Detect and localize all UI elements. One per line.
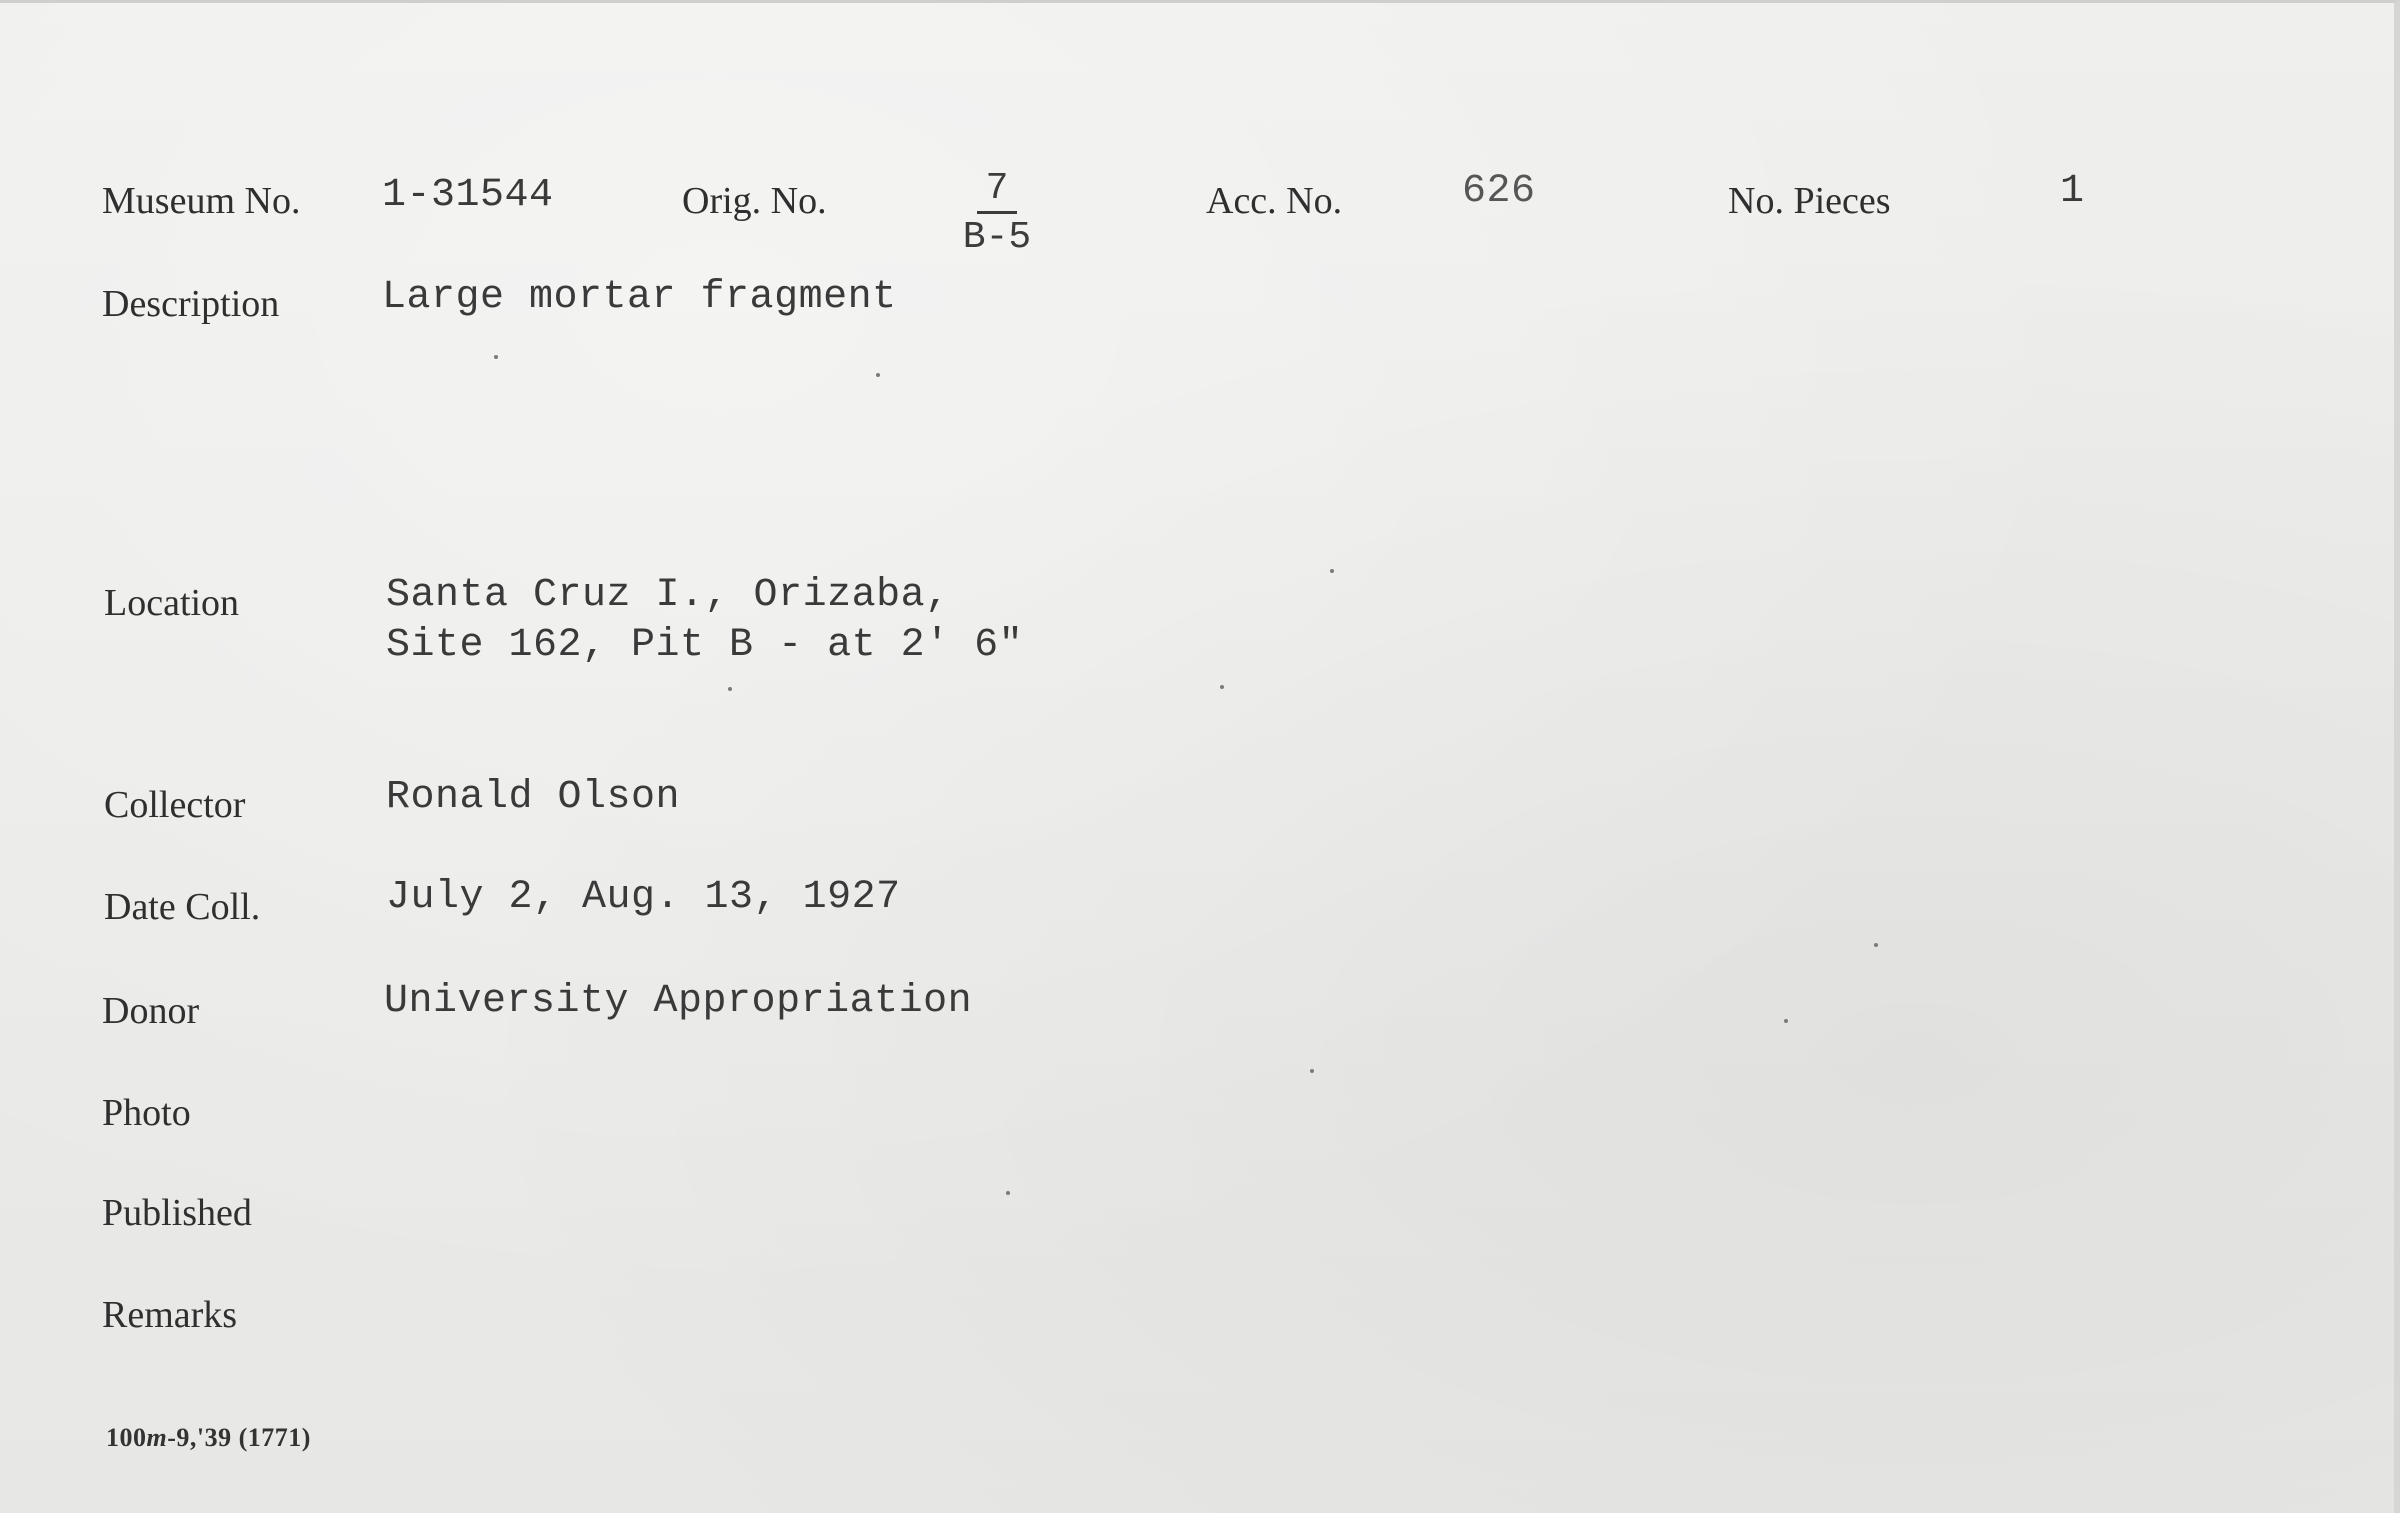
location-line-1: Santa Cruz I., Orizaba, — [386, 573, 950, 618]
no-pieces-label: No. Pieces — [1728, 180, 1891, 222]
published-label: Published — [102, 1192, 252, 1234]
no-pieces-value: 1 — [2060, 169, 2085, 214]
orig-no-label: Orig. No. — [682, 180, 827, 222]
photo-label: Photo — [102, 1092, 191, 1134]
fraction-bar — [977, 211, 1017, 214]
museum-no-value: 1-31544 — [382, 173, 554, 218]
paper-speck — [494, 355, 498, 359]
remarks-label: Remarks — [102, 1294, 238, 1336]
form-code — [106, 1423, 311, 1453]
paper-speck — [728, 687, 732, 691]
paper-speck — [1874, 943, 1878, 947]
paper-speck — [1310, 1069, 1314, 1073]
museum-no-label: Museum No. — [102, 180, 301, 222]
location-line-2: Site 162, Pit B - at 2' 6" — [386, 623, 1024, 668]
collector-label: Collector — [104, 784, 246, 826]
acc-no-value: 626 — [1462, 169, 1536, 214]
collector-value: Ronald Olson — [386, 775, 681, 820]
paper-speck — [1006, 1191, 1010, 1195]
orig-no-denominator: B-5 — [962, 216, 1032, 259]
paper-speck — [1220, 685, 1224, 689]
acc-no-label: Acc. No. — [1206, 180, 1343, 222]
date-collected-value: July 2, Aug. 13, 1927 — [386, 875, 901, 920]
date-collected-label: Date Coll. — [104, 886, 261, 928]
location-label: Location — [104, 582, 240, 624]
donor-value: University Appropriation — [384, 979, 973, 1024]
form-code-prefix: 100 — [106, 1423, 147, 1452]
paper-speck — [876, 373, 880, 377]
form-code-suffix: -9,'39 (1771) — [167, 1423, 311, 1452]
description-value: Large mortar fragment — [382, 275, 897, 320]
description-label: Description — [102, 283, 280, 325]
paper-speck — [1784, 1019, 1788, 1023]
orig-no-numerator: 7 — [985, 167, 1009, 210]
orig-no-fraction — [952, 169, 1042, 258]
paper-speck — [1330, 569, 1334, 573]
form-code-italic: m — [146, 1423, 168, 1452]
donor-label: Donor — [102, 990, 200, 1032]
